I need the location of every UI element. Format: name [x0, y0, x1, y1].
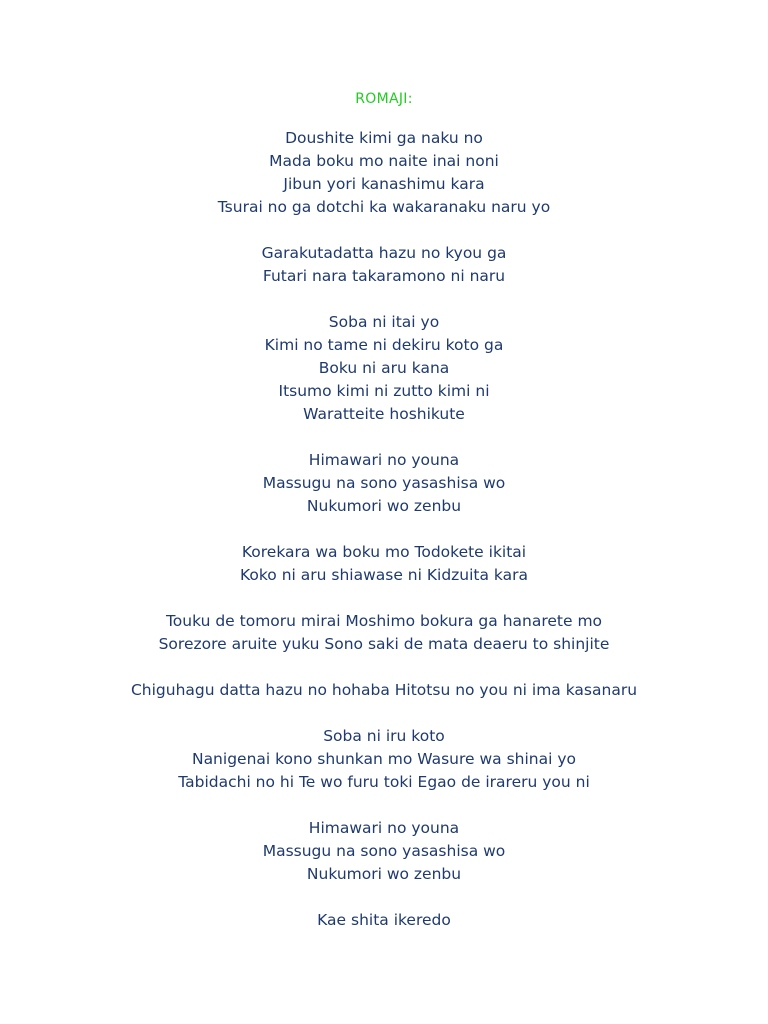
lyric-line: Korekara wa boku mo Todokete ikitai [241, 543, 527, 561]
stanza-gap [0, 794, 768, 817]
lyric-line: Tsurai no ga dotchi ka wakaranaku naru yo [217, 198, 551, 216]
lyric-line: Kimi no tame ni dekiru koto ga [264, 336, 504, 354]
lyric-line: Himawari no youna [308, 819, 460, 837]
lyric-line: Waratteite hoshikute [303, 405, 465, 423]
lyric-line: Chiguhagu datta hazu no hohaba Hitotsu no you ni ima kasanaru [130, 681, 638, 699]
lyric-line: Boku ni aru kana [318, 359, 450, 377]
lyric-line: Nanigenai kono shunkan mo Wasure wa shinai yo [191, 750, 577, 768]
stanza-gap [0, 518, 768, 541]
lyric-line: Itsumo kimi ni zutto kimi ni [278, 382, 490, 400]
stanza-gap [0, 219, 768, 242]
lyric-line: Soba ni itai yo [328, 313, 440, 331]
stanza-gap [0, 702, 768, 725]
stanza-gap [0, 886, 768, 909]
lyric-line: Nukumori wo zenbu [306, 497, 462, 515]
section-heading: ROMAJI: [355, 91, 413, 107]
stanza-gap [0, 587, 768, 610]
lyric-line: Himawari no youna [308, 451, 460, 469]
lyric-line: Mada boku mo naite inai noni [269, 152, 499, 170]
lyric-line: Nukumori wo zenbu [306, 865, 462, 883]
stanza-gap [0, 426, 768, 449]
lyric-line: Massugu na sono yasashisa wo [262, 842, 506, 860]
lyric-line: Kae shita ikeredo [317, 911, 451, 929]
lyric-line: Soba ni iru koto [323, 727, 445, 745]
lyric-line: Doushite kimi ga naku no [285, 129, 483, 147]
lyric-line: Sorezore aruite yuku Sono saki de mata deaeru to shinjite [158, 635, 610, 653]
lyrics-body [0, 127, 768, 932]
lyric-line: Touku de tomoru mirai Moshimo bokura ga hanarete mo [165, 612, 603, 630]
lyric-line: Garakutadatta hazu no kyou ga [261, 244, 507, 262]
lyric-line: Massugu na sono yasashisa wo [262, 474, 506, 492]
lyric-line: Futari nara takaramono ni naru [262, 267, 506, 285]
stanza-gap [0, 656, 768, 679]
lyric-line: Jibun yori kanashimu kara [283, 175, 485, 193]
lyric-line: Tabidachi no hi Te wo furu toki Egao de irareru you ni [178, 773, 590, 791]
lyric-line: Koko ni aru shiawase ni Kidzuita kara [239, 566, 528, 584]
stanza-gap [0, 288, 768, 311]
